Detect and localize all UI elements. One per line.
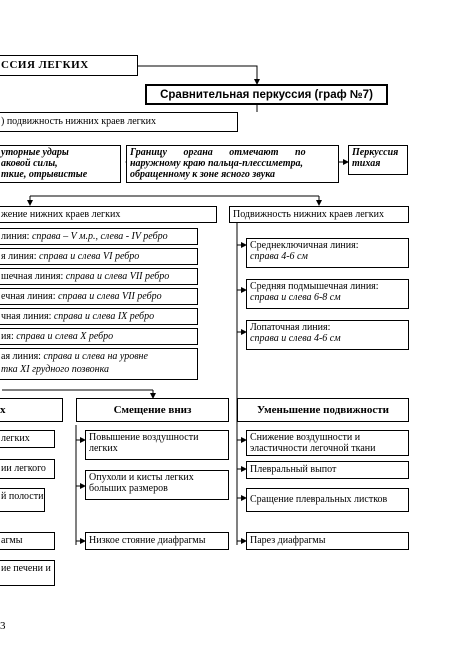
mobility-item-label: Лопаточная линия: bbox=[250, 322, 331, 333]
col2-header: Смещение вниз bbox=[113, 404, 192, 416]
mobility-item-label: Среднеключичная линия: bbox=[250, 240, 359, 251]
location-header: жение нижних краев легких bbox=[1, 209, 121, 220]
technique-mid-line1: Границу органа отмечают по bbox=[130, 147, 306, 158]
col1-item-text: й полости bbox=[1, 491, 44, 502]
col1-item-text: агмы bbox=[1, 535, 23, 546]
col2-item-line2: легких bbox=[89, 443, 118, 454]
technique-left-box bbox=[0, 145, 121, 183]
mobility-item-value: справа и слева 6-8 см bbox=[250, 292, 341, 303]
location-header-box bbox=[0, 206, 217, 223]
col1-header-box bbox=[0, 398, 63, 422]
location-item bbox=[0, 248, 198, 265]
location-item-value: справа и слева VII ребро bbox=[65, 271, 170, 282]
technique-left-line3: ткие, отрывистые bbox=[1, 169, 88, 180]
location-item bbox=[0, 348, 198, 380]
col1-item-text: ие печени и bbox=[1, 563, 51, 574]
technique-right-box bbox=[348, 145, 408, 175]
col3-item-line1: Плевральный выпот bbox=[250, 464, 337, 475]
location-item-plain: ая линия: bbox=[1, 351, 44, 362]
technique-mid-line2: наружному краю пальца-плессиметра, bbox=[130, 158, 303, 169]
mobility-item-value: справа 4-6 см bbox=[250, 251, 308, 262]
mobility-item-value: справа и слева 4-6 см bbox=[250, 333, 341, 344]
col2-item bbox=[85, 430, 229, 460]
mobility-header: Подвижность нижних краев легких bbox=[233, 209, 384, 220]
location-item bbox=[0, 288, 198, 305]
col3-item-line1: Снижение воздушности и bbox=[250, 432, 361, 443]
technique-right-line2: тихая bbox=[352, 158, 381, 169]
col1-header: х bbox=[0, 404, 6, 416]
col3-item-line1: Парез диафрагмы bbox=[250, 535, 326, 546]
comparative-percussion-title: Сравнительная перкуссия (граф №7) bbox=[160, 89, 373, 101]
page-number: 3 bbox=[0, 620, 6, 632]
technique-mid-line3: обращенному к зоне ясного звука bbox=[130, 169, 276, 180]
title-left-box bbox=[0, 55, 138, 76]
technique-left-line1: уторные удары bbox=[1, 147, 69, 158]
title-left: ССИЯ ЛЕГКИХ bbox=[1, 59, 89, 71]
location-item-plain: ечная линия: bbox=[1, 291, 59, 302]
mobility-row-box bbox=[0, 112, 238, 132]
col1-item bbox=[0, 430, 55, 448]
location-item bbox=[0, 328, 198, 345]
technique-left-line2: аковой силы, bbox=[1, 158, 58, 169]
location-item-value: справа и слева IX ребро bbox=[53, 311, 155, 322]
mobility-item bbox=[246, 238, 409, 268]
col3-header: Уменьшение подвижности bbox=[257, 404, 389, 416]
location-item-plain: линия: bbox=[1, 231, 32, 242]
technique-mid-box bbox=[126, 145, 339, 183]
col3-item-line1: Сращение плевральных листков bbox=[250, 494, 388, 505]
location-item-value: справа и слева на уровне bbox=[43, 351, 148, 362]
technique-right-line1: Перкуссия bbox=[352, 147, 399, 158]
location-item bbox=[0, 308, 198, 325]
mobility-item bbox=[246, 320, 409, 350]
location-item-plain: чная линия: bbox=[1, 311, 54, 322]
location-item-value: справа и слева VII ребро bbox=[58, 291, 162, 302]
col1-item bbox=[0, 560, 55, 586]
location-item bbox=[0, 268, 198, 285]
location-item-plain: ия: bbox=[1, 331, 17, 342]
col3-header-box bbox=[237, 398, 409, 422]
location-item-value-line2: тка XI грудного позвонка bbox=[1, 364, 110, 375]
col3-item bbox=[246, 532, 409, 550]
col1-item bbox=[0, 488, 45, 512]
comparative-percussion-box bbox=[145, 84, 388, 105]
location-item-value: справа и слева VI ребро bbox=[39, 251, 140, 262]
location-item-plain: я линия: bbox=[1, 251, 40, 262]
col2-item-line1: Низкое стояние диафрагмы bbox=[89, 535, 206, 546]
location-item-plain: шечная линия: bbox=[1, 271, 66, 282]
col3-item-line2: эластичности легочной ткани bbox=[250, 443, 376, 454]
mobility-item bbox=[246, 279, 409, 309]
location-item-value: справа и слева X ребро bbox=[16, 331, 114, 342]
mobility-item-label: Средняя подмышечная линия: bbox=[250, 281, 379, 292]
col2-header-box bbox=[76, 398, 229, 422]
col1-item-text: ии легкого bbox=[1, 463, 46, 474]
col1-item bbox=[0, 532, 55, 550]
col2-item-line1: Повышение воздушности bbox=[89, 432, 199, 443]
col3-item bbox=[246, 461, 409, 479]
col2-item bbox=[85, 470, 229, 500]
col1-item-text: легких bbox=[1, 433, 30, 444]
location-item bbox=[0, 228, 198, 245]
col3-item bbox=[246, 430, 409, 456]
col1-item bbox=[0, 459, 55, 479]
col2-item bbox=[85, 532, 229, 550]
mobility-row-text: ) подвижность нижних краев легких bbox=[1, 116, 156, 127]
location-item-value: справа – V м.р., слева - IV ребро bbox=[31, 231, 168, 242]
col2-item-line2: больших размеров bbox=[89, 483, 168, 494]
col3-item bbox=[246, 488, 409, 512]
mobility-header-box bbox=[229, 206, 409, 223]
col2-item-line1: Опухоли и кисты легких bbox=[89, 472, 194, 483]
